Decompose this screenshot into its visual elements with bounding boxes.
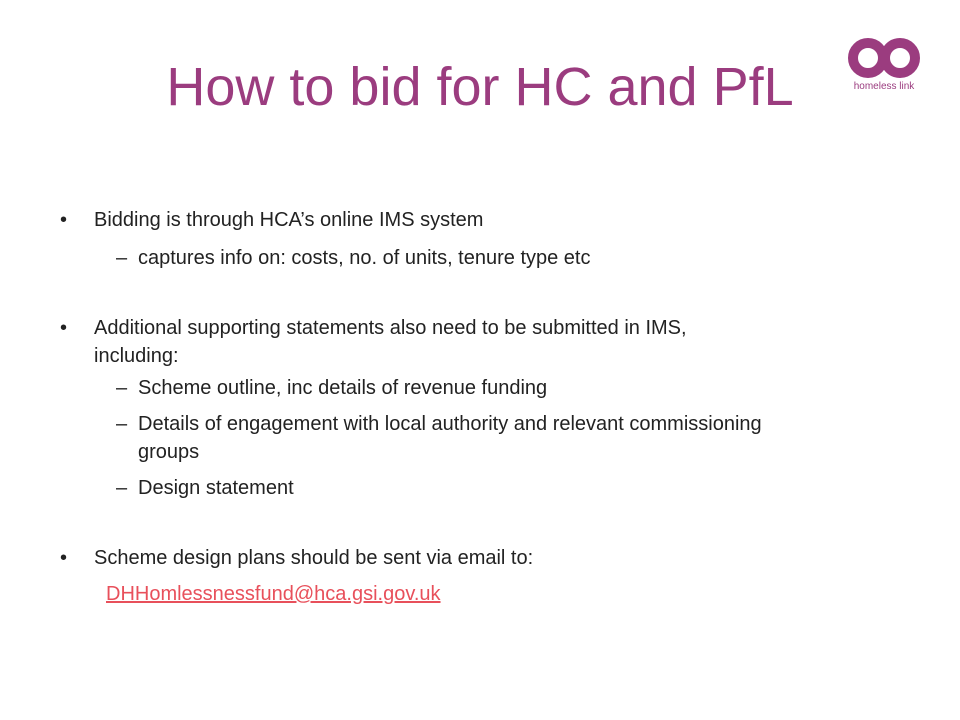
- sub-bullet-marker: –: [116, 477, 128, 499]
- sub-bullet-text-line1: Details of engagement with local authority and relevant commissioning: [138, 413, 762, 435]
- bullet-text: Bidding is through HCA’s online IMS system: [94, 209, 484, 231]
- sub-bullet-marker: –: [116, 247, 128, 269]
- sub-bullet-marker: –: [116, 377, 128, 399]
- bullet-marker: •: [60, 317, 68, 339]
- slide-title: How to bid for HC and PfL: [166, 57, 794, 117]
- sub-bullet-text-line2: groups: [138, 441, 200, 463]
- sub-bullet-text: Design statement: [138, 477, 294, 499]
- bullet-text: Scheme design plans should be sent via email to:: [94, 547, 534, 569]
- sub-bullet-text: captures info on: costs, no. of units, tenure type etc: [138, 247, 591, 269]
- logo-text: homeless link: [853, 81, 915, 92]
- bullet-marker: •: [60, 209, 68, 231]
- bullet-marker: •: [60, 547, 68, 569]
- bullet-text-line2: including:: [94, 345, 179, 367]
- bullet-text-line1: Additional supporting statements also need to be submitted in IMS,: [94, 317, 687, 339]
- sub-bullet-text: Scheme outline, inc details of revenue funding: [138, 377, 548, 399]
- sub-bullet-marker: –: [116, 413, 128, 435]
- email-link[interactable]: DHHomlessnessfund@hca.gsi.gov.uk: [106, 583, 441, 605]
